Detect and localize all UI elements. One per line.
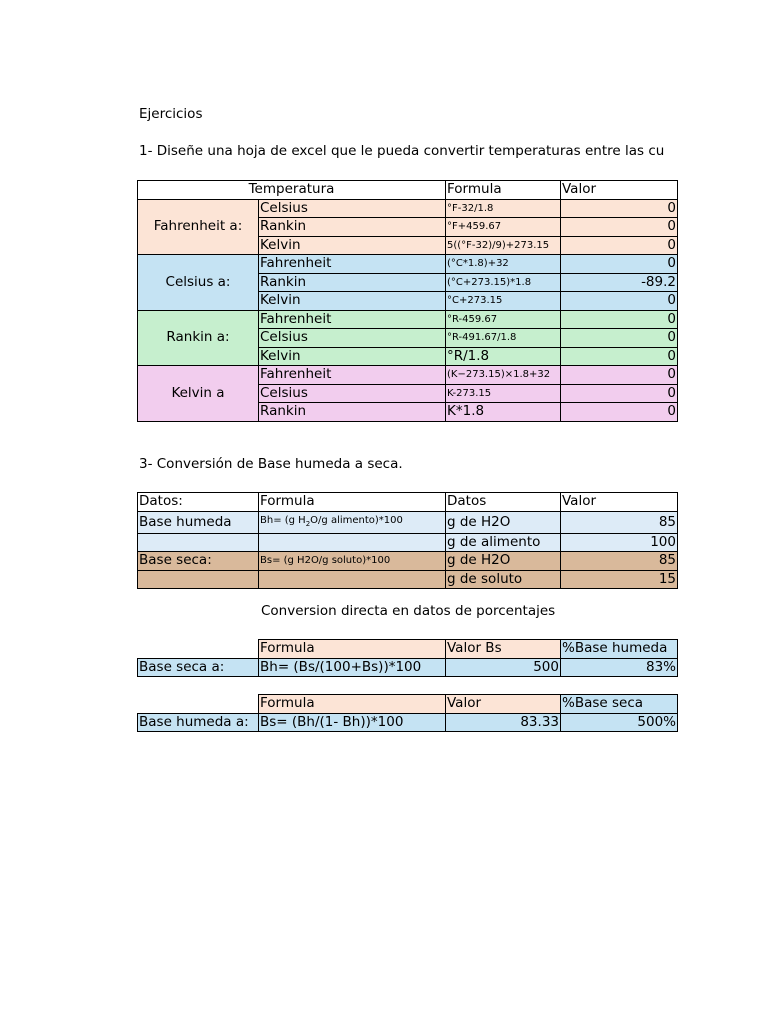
table-header-row xyxy=(138,695,678,714)
header-pct-base-humeda: %Base humeda xyxy=(561,640,678,659)
value-cell[interactable]: 100 xyxy=(561,533,678,552)
value-cell[interactable]: 0 xyxy=(561,236,678,255)
header-valor-bs: Valor Bs xyxy=(446,640,561,659)
table-row xyxy=(138,658,678,677)
row-label: Base humeda a: xyxy=(138,713,259,732)
header-formula: Formula xyxy=(446,181,561,200)
table-row xyxy=(138,310,678,329)
exercise-3-text: 3- Conversión de Base humeda a seca. xyxy=(139,456,403,472)
group-label-kelvin: Kelvin a xyxy=(138,366,259,422)
value-cell[interactable]: 0 xyxy=(561,403,678,422)
group-label-rankin: Rankin a: xyxy=(138,310,259,366)
value-cell[interactable]: 0 xyxy=(561,329,678,348)
formula-cell: Bs= (g H2O/g soluto)*100 xyxy=(259,552,446,571)
table-row xyxy=(138,255,678,274)
table-header-row xyxy=(138,493,678,512)
header-temperatura: Temperatura xyxy=(138,181,446,200)
header-pct-base-seca: %Base seca xyxy=(561,695,678,714)
row-label xyxy=(138,533,259,552)
value-cell[interactable]: 85 xyxy=(561,552,678,571)
header-valor: Valor xyxy=(561,181,678,200)
target-unit: Rankin xyxy=(259,273,446,292)
table-row xyxy=(138,713,678,732)
header-formula: Formula xyxy=(259,695,446,714)
empty-cell xyxy=(138,695,259,714)
target-unit: Fahrenheit xyxy=(259,310,446,329)
value-cell[interactable]: 0 xyxy=(561,310,678,329)
formula-cell: °R/1.8 xyxy=(446,347,561,366)
exercise-1-text: 1- Diseñe una hoja de excel que le pueda convertir temperaturas entre las cu xyxy=(139,143,665,159)
formula-cell: °C+273.15 xyxy=(446,292,561,311)
table-row xyxy=(138,552,678,571)
page-heading: Ejercicios xyxy=(139,106,203,122)
data-item: g de alimento xyxy=(446,533,561,552)
value-cell[interactable]: 0 xyxy=(561,366,678,385)
formula-part: Bh= (g H xyxy=(260,514,306,526)
row-label: Base humeda xyxy=(138,511,259,533)
value-cell[interactable]: 500 xyxy=(446,658,561,677)
formula-cell: K-273.15 xyxy=(446,384,561,403)
header-datos-2: Datos xyxy=(446,493,561,512)
formula-cell: Bh= (Bs/(100+Bs))*100 xyxy=(259,658,446,677)
empty-cell xyxy=(138,640,259,659)
formula-cell xyxy=(259,511,446,533)
data-item: g de H2O xyxy=(446,552,561,571)
value-cell[interactable]: 0 xyxy=(561,384,678,403)
group-label-celsius: Celsius a: xyxy=(138,255,259,311)
row-label xyxy=(138,570,259,589)
value-cell[interactable]: 15 xyxy=(561,570,678,589)
formula-cell: Bs= (Bh/(1- Bh))*100 xyxy=(259,713,446,732)
direct-conversion-title: Conversion directa en datos de porcentajes xyxy=(261,603,556,619)
target-unit: Rankin xyxy=(259,403,446,422)
formula-cell: (°C+273.15)*1.8 xyxy=(446,273,561,292)
value-cell[interactable]: 0 xyxy=(561,347,678,366)
target-unit: Celsius xyxy=(259,329,446,348)
row-label: Base seca a: xyxy=(138,658,259,677)
target-unit: Kelvin xyxy=(259,236,446,255)
formula-cell: °F-32/1.8 xyxy=(446,199,561,218)
header-valor: Valor xyxy=(561,493,678,512)
formula-cell: K*1.8 xyxy=(446,403,561,422)
formula-cell: °R-491.67/1.8 xyxy=(446,329,561,348)
header-formula: Formula xyxy=(259,640,446,659)
table-row xyxy=(138,366,678,385)
target-unit: Rankin xyxy=(259,218,446,237)
temperature-table xyxy=(137,180,678,422)
formula-cell xyxy=(259,533,446,552)
formula-part: O/g alimento)*100 xyxy=(310,514,403,526)
target-unit: Kelvin xyxy=(259,292,446,311)
formula-subscript: 2 xyxy=(305,519,311,528)
formula-cell: 5((°F-32)/9)+273.15 xyxy=(446,236,561,255)
direct-conversion-table-1 xyxy=(137,639,678,677)
formula-cell: °F+459.67 xyxy=(446,218,561,237)
value-cell[interactable]: 85 xyxy=(561,511,678,533)
pct-cell[interactable]: 83% xyxy=(561,658,678,677)
row-label: Base seca: xyxy=(138,552,259,571)
target-unit: Celsius xyxy=(259,384,446,403)
table-row xyxy=(138,199,678,218)
value-cell[interactable]: 83.33 xyxy=(446,713,561,732)
table-row xyxy=(138,533,678,552)
formula-cell: (K−273.15)×1.8+32 xyxy=(446,366,561,385)
table-row xyxy=(138,570,678,589)
group-label-fahrenheit: Fahrenheit a: xyxy=(138,199,259,255)
data-item: g de soluto xyxy=(446,570,561,589)
target-unit: Kelvin xyxy=(259,347,446,366)
formula-cell xyxy=(259,570,446,589)
table-row xyxy=(138,511,678,533)
header-datos: Datos: xyxy=(138,493,259,512)
header-valor: Valor xyxy=(446,695,561,714)
pct-cell[interactable]: 500% xyxy=(561,713,678,732)
value-cell[interactable]: 0 xyxy=(561,255,678,274)
base-table xyxy=(137,492,678,589)
direct-conversion-table-2 xyxy=(137,694,678,732)
value-cell[interactable]: 0 xyxy=(561,292,678,311)
header-formula: Formula xyxy=(259,493,446,512)
table-header-row xyxy=(138,640,678,659)
data-item: g de H2O xyxy=(446,511,561,533)
formula-cell: (°C*1.8)+32 xyxy=(446,255,561,274)
formula-cell: °R-459.67 xyxy=(446,310,561,329)
table-header-row xyxy=(138,181,678,200)
target-unit: Fahrenheit xyxy=(259,366,446,385)
value-cell[interactable]: 0 xyxy=(561,218,678,237)
target-unit: Celsius xyxy=(259,199,446,218)
value-cell[interactable]: -89.2 xyxy=(561,273,678,292)
target-unit: Fahrenheit xyxy=(259,255,446,274)
value-cell[interactable]: 0 xyxy=(561,199,678,218)
